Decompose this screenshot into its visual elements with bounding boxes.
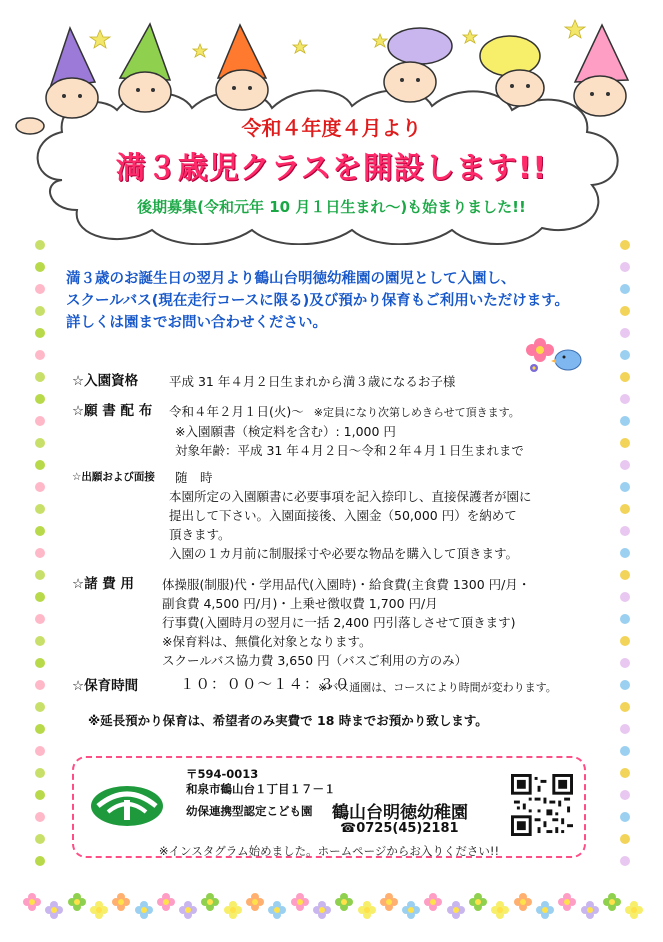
- border-dot: [35, 460, 45, 470]
- school-type: 幼保連携型認定こども園: [186, 804, 313, 818]
- school-logo: [88, 776, 166, 828]
- kid-yellow: [480, 36, 544, 106]
- flower-icon: [513, 892, 533, 912]
- flower-icon: [178, 900, 198, 920]
- application-body: [169, 402, 524, 460]
- bird-icon: [551, 350, 581, 370]
- border-dot: [35, 284, 45, 294]
- fees-line: 副食費 4,500 円/月)・上乗せ徴収費 1,700 円/月: [162, 596, 438, 611]
- application-date-note: ※定員になり次第しめきらせて頂きます。: [313, 406, 520, 419]
- interview-line: 本園所定の入園願書に必要事項を記入捺印し、直接保護者が園に: [169, 489, 532, 504]
- border-dot: [620, 812, 630, 822]
- border-dot: [35, 372, 45, 382]
- flower-icon: [200, 892, 220, 912]
- flower-icon: [423, 892, 443, 912]
- phone-number: ☎0725(45)2181: [340, 821, 459, 836]
- border-dot: [35, 702, 45, 712]
- flower-icon: [111, 892, 131, 912]
- border-dot: [35, 570, 45, 580]
- school-name: 鶴山台明徳幼稚園: [332, 803, 468, 823]
- interview-line: 入園の１カ月前に制服採寸や必要な物品を購入して頂きます。: [169, 546, 519, 561]
- fees-line: 体操服(制服)代・学用品代(入園時)・給食費(主食費 1300 円/月・: [162, 577, 531, 592]
- intro-line: スクールバス(現在走行コースに限る)及び預かり保育もご利用いただけます。: [66, 293, 570, 309]
- flower-icon: [223, 900, 243, 920]
- fees-line: スクールバス協力費 3,650 円（バスご利用の方のみ）: [162, 653, 468, 668]
- extended-care-note: ※延長預かり保育は、希望者のみ実費で 18 時までお預かり致します。: [88, 713, 488, 728]
- flower-icon: [267, 900, 287, 920]
- border-dot: [35, 482, 45, 492]
- border-dot: [35, 438, 45, 448]
- border-dot: [35, 548, 45, 558]
- interview-line: 提出して下さい。入園面接後、入園金（50,000 円）を納めて: [169, 508, 517, 523]
- border-dot: [620, 504, 630, 514]
- border-dot: [35, 724, 45, 734]
- hours-note: ※バス通園は、コースにより時間が変わります。: [318, 681, 557, 694]
- kid-orange: [216, 25, 268, 110]
- border-dot: [35, 526, 45, 536]
- hours-time: １０：００～１４：３０: [180, 677, 351, 693]
- border-dot: [35, 636, 45, 646]
- border-dot: [620, 526, 630, 536]
- border-dot: [35, 416, 45, 426]
- border-dot: [620, 570, 630, 580]
- border-dot: [35, 394, 45, 404]
- flower-icon: [22, 892, 42, 912]
- border-dot: [35, 328, 45, 338]
- interview-line: 頂きます。: [169, 527, 231, 542]
- border-dot: [620, 636, 630, 646]
- flower-icon: [245, 892, 265, 912]
- application-date-row: [169, 402, 524, 422]
- border-dot: [35, 350, 45, 360]
- fees-label: ☆諸 費 用: [72, 576, 135, 592]
- flower-icon: [468, 892, 488, 912]
- flower-icon: [67, 892, 87, 912]
- border-dot: [620, 790, 630, 800]
- border-dot: [620, 834, 630, 844]
- kid-lilac: [384, 28, 452, 102]
- kid-pink: [574, 25, 628, 116]
- fees-body: [162, 575, 530, 670]
- border-dot: [35, 768, 45, 778]
- application-date: 令和４年２月１日(火)～: [169, 404, 304, 419]
- flower-icon: [89, 900, 109, 920]
- border-dot: [620, 438, 630, 448]
- application-fee: ※入園願書（検定料を含む）: 1,000 円: [175, 424, 396, 439]
- fees-line: ※保育料は、無償化対象となります。: [162, 634, 372, 649]
- flower-icon: [526, 338, 554, 372]
- border-dot: [620, 724, 630, 734]
- application-label: ☆願 書 配 布: [72, 403, 153, 419]
- border-dot: [35, 856, 45, 866]
- border-dot: [620, 372, 630, 382]
- border-dot: [620, 856, 630, 866]
- flower-icon: [535, 900, 555, 920]
- flower-icon: [379, 892, 399, 912]
- flower-icon: [156, 892, 176, 912]
- border-dot: [35, 790, 45, 800]
- flower-icon: [401, 900, 421, 920]
- flower-icon: [134, 900, 154, 920]
- flower-icon: [357, 900, 377, 920]
- intro-line: 詳しくは園までお問い合わせください。: [66, 315, 327, 331]
- border-dot: [35, 834, 45, 844]
- page-subtitle: 後期募集(令和元年 10 月１日生まれ～)も始まりました!!: [137, 198, 526, 216]
- fees-line: 行事費(入園時月の翌月に一括 2,400 円引落しさせて頂きます): [162, 615, 516, 630]
- flower-icon: [602, 892, 622, 912]
- border-dot: [620, 702, 630, 712]
- address: 和泉市鶴山台１丁目１７－１: [186, 782, 336, 796]
- border-dot: [620, 416, 630, 426]
- border-dot: [35, 746, 45, 756]
- eligibility-text: 平成 31 年４月２日生まれから満３歳になるお子様: [169, 374, 456, 389]
- flower-icon: [334, 892, 354, 912]
- flower-bird-decoration: [520, 330, 590, 378]
- border-dot: [620, 680, 630, 690]
- eligibility-label: ☆入園資格: [72, 373, 139, 389]
- border-dot: [620, 548, 630, 558]
- instagram-note: ※インスタグラム始めました。ホームページからお入りください!!: [158, 844, 500, 858]
- border-dot: [35, 306, 45, 316]
- flower-icon: [580, 900, 600, 920]
- flower-icon: [557, 892, 577, 912]
- border-dot: [620, 614, 630, 624]
- application-age: 対象年齢：平成 31 年４月２日～令和２年４月１日生まれまで: [175, 443, 524, 458]
- border-dot: [35, 504, 45, 514]
- border-dot: [620, 460, 630, 470]
- qr-code[interactable]: [511, 774, 573, 836]
- header-date-line: 令和４年度４月より: [241, 116, 422, 140]
- hours-label: ☆保育時間: [72, 678, 139, 694]
- flower-icon: [446, 900, 466, 920]
- border-dot: [35, 658, 45, 668]
- flower-icon: [312, 900, 332, 920]
- border-dot: [620, 658, 630, 668]
- flower-icon: [290, 892, 310, 912]
- flower-icon: [624, 900, 644, 920]
- border-dot: [35, 592, 45, 602]
- intro-text: [66, 268, 626, 334]
- postal-code: 〒594-0013: [186, 767, 259, 781]
- border-dot: [620, 394, 630, 404]
- flower-icon: [44, 900, 64, 920]
- interview-body: [169, 468, 532, 563]
- border-dot: [620, 746, 630, 756]
- border-dot: [620, 592, 630, 602]
- border-dot: [35, 614, 45, 624]
- intro-line: 満３歳のお誕生日の翌月より鶴山台明徳幼稚園の園児として入園し、: [66, 271, 516, 287]
- page-title: 満３歳児クラスを開設します!!: [115, 151, 548, 186]
- border-dot: [620, 350, 630, 360]
- border-dot: [35, 262, 45, 272]
- border-dot: [35, 680, 45, 690]
- border-dot: [35, 812, 45, 822]
- kid-green: [119, 24, 171, 112]
- interview-timing: 随 時: [175, 470, 213, 485]
- flower-icon: [490, 900, 510, 920]
- interview-label: ☆出願および面接: [72, 471, 155, 483]
- border-dot: [620, 768, 630, 778]
- border-dot: [620, 482, 630, 492]
